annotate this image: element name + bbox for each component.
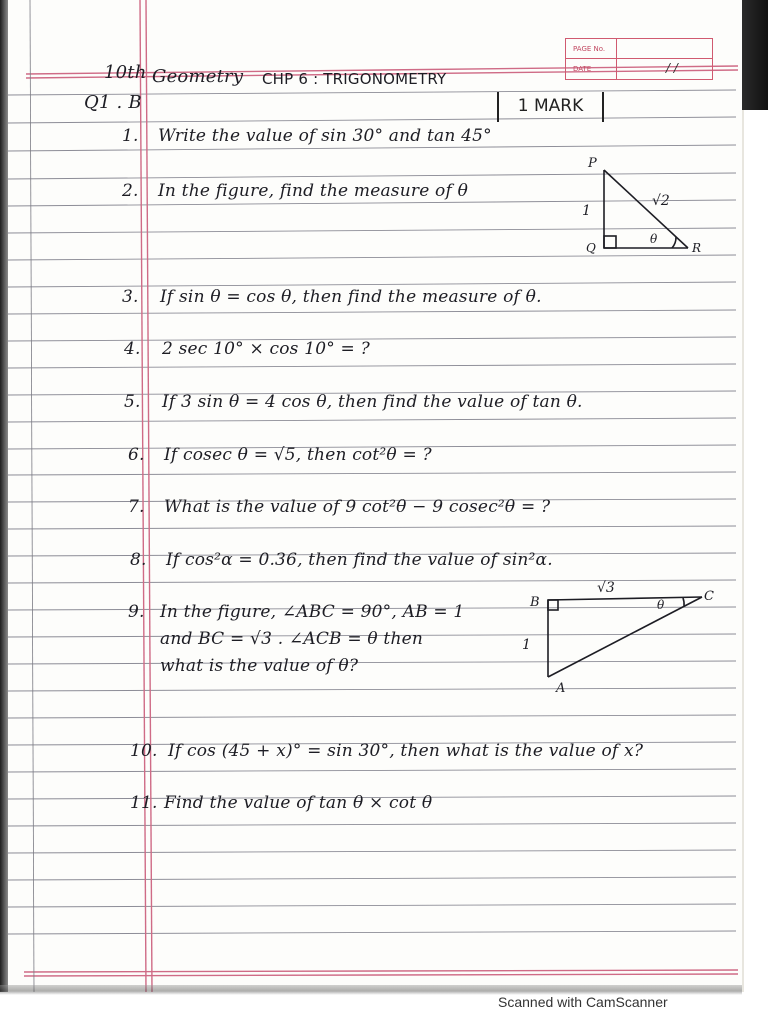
vertex-q: Q <box>586 241 596 255</box>
question-6-number: 6. <box>128 445 145 465</box>
side-ab-label: 1 <box>522 637 531 653</box>
side-bc <box>548 597 702 600</box>
question-8-text: If cos²α = 0.36, then find the value of sin²α. <box>166 550 553 570</box>
angle-arc-c <box>683 598 684 606</box>
question-10-text: If cos (45 + x)° = sin 30°, then what is the value of x? <box>168 741 644 761</box>
question-11-text: Find the value of tan θ × cot θ <box>164 793 433 813</box>
question-4-number: 4. <box>124 339 141 359</box>
page-no-label: PAGE No. <box>573 45 606 53</box>
question-3-number: 3. <box>122 287 139 307</box>
vertex-r: R <box>692 241 702 255</box>
side-bc-label: √3 <box>597 580 615 596</box>
question-2-text: In the figure, find the measure of θ <box>158 181 469 201</box>
angle-theta-label-2: θ <box>657 598 665 612</box>
question-7-number: 7. <box>128 497 145 517</box>
right-angle-mark-b <box>548 600 558 610</box>
question-9-line-3: what is the value of θ? <box>160 656 359 676</box>
date-value: / / <box>666 61 678 75</box>
side-pr-label: √2 <box>652 193 670 209</box>
scan-background-edge <box>742 0 768 110</box>
angle-theta-label: θ <box>650 232 658 246</box>
subject-label: Geometry <box>152 66 244 87</box>
question-7-text: What is the value of 9 cot²θ − 9 cosec²θ = ? <box>164 497 551 517</box>
vertex-c: C <box>704 589 714 604</box>
question-1-text: Write the value of sin 30° and tan 45° <box>158 126 492 146</box>
side-pq-label: 1 <box>582 203 591 219</box>
question-10-number: 10. <box>130 741 158 761</box>
section-label: Q1 . B <box>84 92 142 113</box>
question-6-text: If cosec θ = √5, then cot²θ = ? <box>164 445 432 465</box>
question-9-line-1: In the figure, ∠ABC = 90°, AB = 1 <box>160 602 465 622</box>
chapter-title: CHP 6 : TRIGONOMETRY <box>262 70 447 88</box>
vertex-p: P <box>588 156 597 171</box>
question-2-number: 2. <box>122 181 139 201</box>
grade-label: 10th <box>104 62 147 83</box>
scanner-watermark: Scanned with CamScanner <box>498 994 668 1010</box>
marks-box: 1 MARK <box>497 92 604 122</box>
question-1-number: 1. <box>122 126 139 146</box>
date-label: DATE <box>573 65 592 73</box>
vertex-b: B <box>530 595 540 610</box>
question-9-line-2: and BC = √3 . ∠ACB = θ then <box>160 629 423 649</box>
question-9-number: 9. <box>128 602 145 622</box>
question-8-number: 8. <box>130 550 147 570</box>
question-3-text: If sin θ = cos θ, then find the measure of θ. <box>160 287 542 307</box>
question-5-text: If 3 sin θ = 4 cos θ, then find the value of tan θ. <box>162 392 583 412</box>
question-4-text: 2 sec 10° × cos 10° = ? <box>162 339 370 359</box>
side-ac <box>548 597 702 677</box>
question-11-number: 11. <box>130 793 158 813</box>
question-5-number: 5. <box>124 392 141 412</box>
vertex-a: A <box>556 681 566 696</box>
